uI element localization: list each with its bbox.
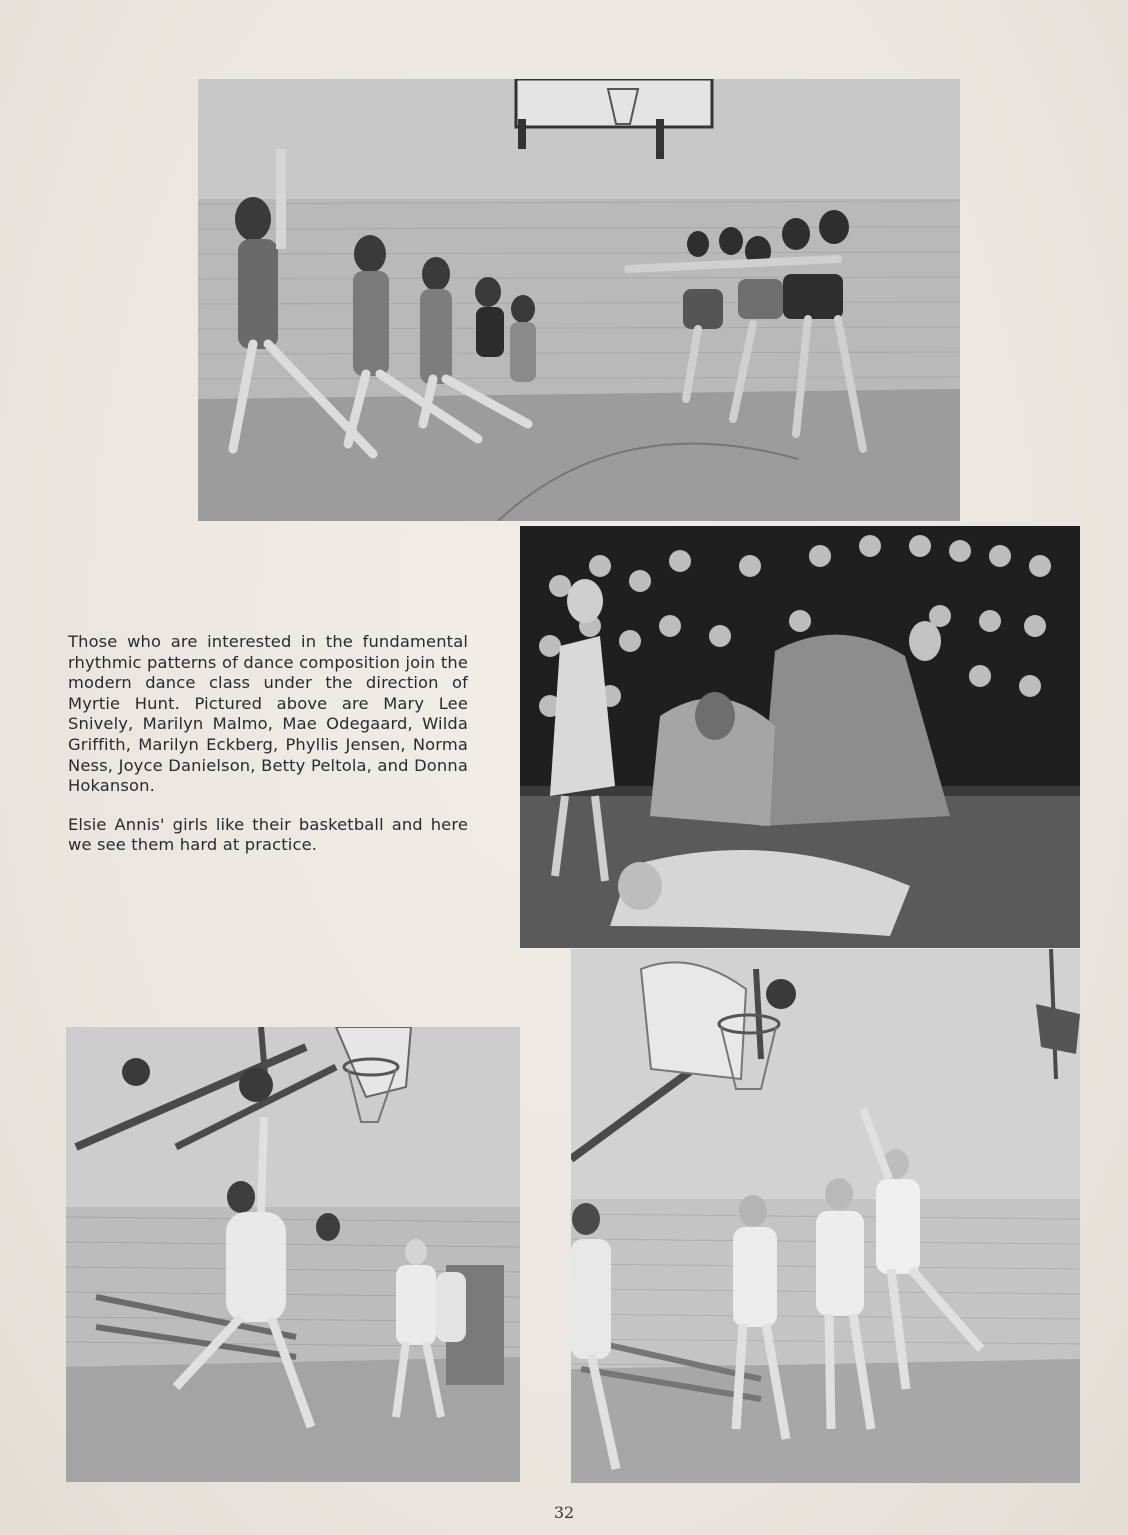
photo-basketball-practice-right (571, 949, 1080, 1483)
caption-basketball: Elsie Annis' girls like their basketball and here we see them hard at practice. (68, 814, 468, 855)
caption-block (68, 632, 468, 874)
page-number: 32 (553, 1503, 575, 1522)
caption-dance-class: Those who are interested in the fundamental rhythmic patterns of dance composition join the modern dance class under the direction of Myrtie Hunt. Pictured above are Mary Lee Snively, Marilyn Malmo, Mae Odegaard, Wilda Griffith, Marilyn Eckberg, Phyllis Jensen, Norma Ness, Joyce Danielson, Betty Peltola, and Donna Hokanson. (68, 632, 468, 796)
photo-basketball-practice-left (66, 1027, 520, 1482)
photo-dance-class (198, 79, 960, 521)
photo-dance-performance (520, 526, 1080, 948)
